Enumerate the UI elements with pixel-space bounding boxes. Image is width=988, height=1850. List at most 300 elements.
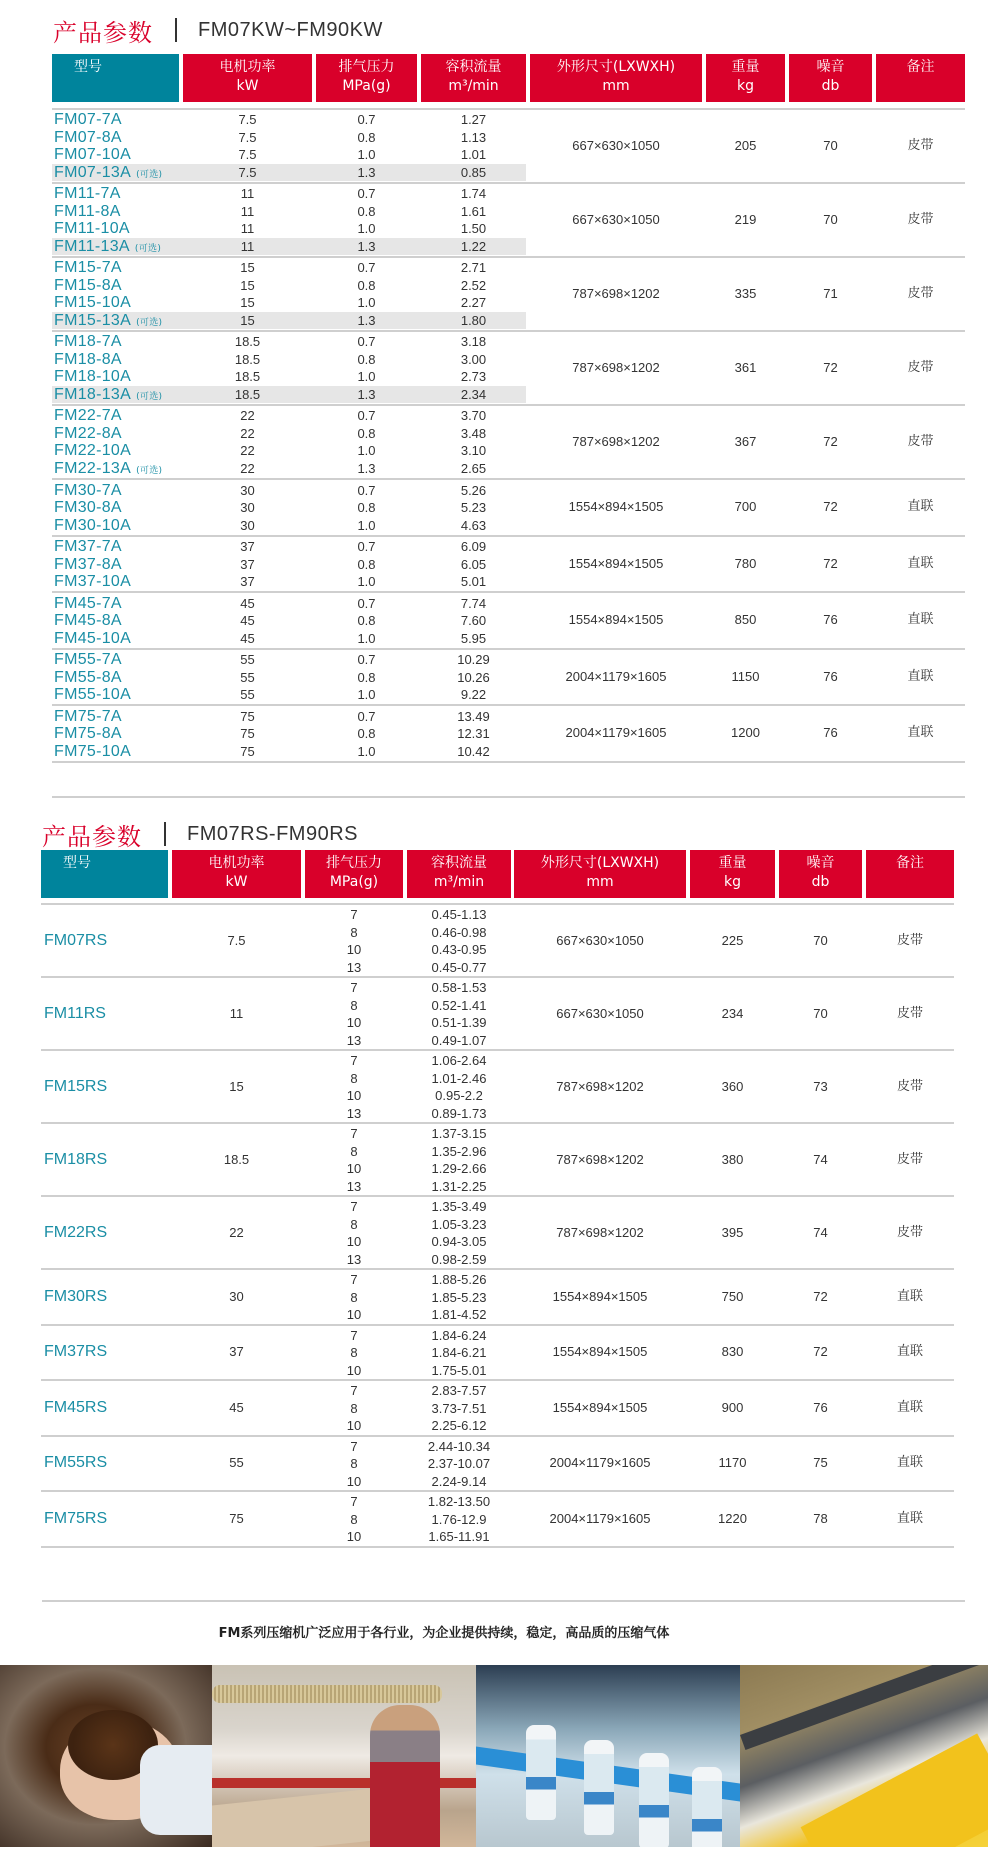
header-noise-unit: db: [811, 874, 830, 890]
pressure-value: 0.8: [357, 556, 376, 572]
table-row: [52, 351, 526, 369]
pressure-value: 7: [350, 1383, 358, 1398]
bottle-shape: [526, 1725, 556, 1820]
flow-range-value: 0.89-1.73: [431, 1105, 487, 1121]
header-notes: [876, 54, 965, 102]
flow-value: 5.95: [460, 630, 487, 646]
optional-tag: (可选): [136, 317, 163, 328]
flow-value: 1.61: [460, 203, 487, 219]
noise-value: 72: [813, 1288, 828, 1304]
power-value: 75: [240, 726, 255, 741]
flow-range-value: 0.46-0.98: [431, 924, 487, 940]
pressure-value: 0.7: [357, 112, 376, 127]
pressure-value: 7: [350, 1438, 358, 1454]
table-row: [52, 277, 526, 295]
header-pressure-label: 排气压力: [326, 855, 382, 871]
model-name: FM18RS: [44, 1150, 108, 1168]
power-value: 30: [229, 1288, 244, 1304]
model-code: FM55-7A: [54, 651, 122, 668]
pressure-value: 10: [346, 942, 362, 957]
model-name: [54, 220, 130, 238]
section2-model-range: FM07RS-FM90RS: [187, 822, 358, 845]
table-row: [52, 164, 526, 182]
model-name: [54, 612, 122, 630]
dimensions-value: 1554×894×1505: [568, 612, 664, 628]
dimensions-value: 787×698×1202: [556, 1078, 644, 1094]
table-row: [52, 259, 526, 277]
pressure-value: 7: [350, 1053, 358, 1068]
flow-range-value: 2.25-6.12: [431, 1418, 487, 1433]
model-name: [54, 146, 131, 164]
model-name: [54, 556, 122, 574]
pressure-value: 0.7: [357, 186, 376, 201]
flow-range-value: 1.35-3.49: [431, 1199, 487, 1214]
model-code: FM07-8A: [54, 128, 122, 146]
header-flow-unit: m³/min: [433, 874, 485, 890]
table-divider: [41, 1379, 954, 1381]
power-value: 18.5: [234, 369, 261, 384]
power-value: 75: [229, 1510, 244, 1526]
photo-coffee-beans: [0, 1665, 212, 1847]
pressure-value: 0.8: [357, 351, 376, 367]
note-value: 直联: [896, 1344, 923, 1360]
weight-value: 780: [734, 555, 757, 571]
header-noise-label: 噪音: [806, 855, 835, 871]
header-weight-label: 重量: [731, 59, 760, 75]
power-value: 37: [240, 539, 255, 554]
bottle-shape: [639, 1753, 669, 1847]
header-flow-unit: m³/min: [448, 78, 499, 94]
pressure-value: 0.7: [357, 482, 376, 498]
model-name: [54, 499, 122, 517]
noise-value: 70: [813, 932, 828, 948]
yellow-print-shape: [801, 1733, 988, 1847]
model-code: FM11-8A: [54, 202, 121, 220]
pressure-value: 10: [346, 1015, 362, 1030]
pressure-value: 13: [346, 1178, 362, 1194]
model-code: FM15-13A: [54, 311, 132, 329]
footer-caption: FM系列压缩机广泛应用于各行业，为企业提供持续，稳定，高品质的压缩气体: [218, 1626, 670, 1641]
table-row: [52, 312, 526, 330]
flow-value: 3.10: [460, 443, 487, 458]
flow-range-value: 1.88-5.26: [431, 1272, 487, 1287]
power-value: 22: [240, 425, 255, 441]
model-code: FM75-10A: [54, 742, 132, 760]
table-divider: [41, 1546, 954, 1548]
dimensions-value: 667×630×1050: [572, 138, 660, 153]
section1-title: [53, 14, 383, 46]
flow-value: 1.22: [460, 238, 487, 254]
flow-value: 5.01: [460, 574, 487, 589]
pressure-value: 0.7: [357, 260, 376, 275]
header-model: [52, 54, 179, 102]
power-value: 18.5: [234, 334, 261, 349]
model-name: [54, 595, 122, 613]
note-value: 皮带: [907, 286, 934, 301]
model-code: FM22-13A: [54, 459, 132, 477]
noise-value: 76: [823, 725, 838, 741]
dimensions-value: 1554×894×1505: [552, 1288, 648, 1304]
power-value: 37: [240, 556, 255, 572]
model-name: FM55RS: [44, 1454, 108, 1472]
weight-value: 1200: [731, 725, 760, 741]
flow-value: 2.52: [460, 277, 487, 293]
flow-value: 1.80: [460, 312, 487, 328]
model-code: FM18-7A: [54, 333, 122, 350]
table-row: [52, 185, 526, 203]
table-divider: [52, 182, 965, 184]
power-value: 45: [240, 595, 255, 611]
dimensions-value: 1554×894×1505: [568, 499, 664, 515]
header-power: [172, 850, 301, 898]
table-row: [52, 669, 526, 687]
flow-value: 3.70: [460, 408, 487, 423]
note-value: 皮带: [907, 212, 934, 227]
table-divider: [52, 108, 965, 110]
pressure-value: 10: [346, 1529, 362, 1544]
pressure-value: 1.0: [357, 221, 376, 236]
flow-value: 0.85: [460, 164, 487, 180]
model-name: [54, 203, 121, 221]
header-dimensions-unit: mm: [586, 874, 614, 890]
pressure-value: 1.3: [357, 312, 376, 328]
model-name: [54, 630, 131, 648]
table-row: [52, 146, 526, 164]
table-row: [52, 294, 526, 312]
model-code: FM30-7A: [54, 481, 122, 499]
table-divider: [41, 1324, 954, 1326]
model-code: FM18-8A: [54, 350, 122, 368]
noise-value: 70: [813, 1005, 828, 1021]
table-row: [52, 556, 526, 574]
pressure-value: 10: [346, 1307, 362, 1322]
pressure-value: 0.7: [357, 539, 376, 554]
model-name: FM75RS: [44, 1509, 108, 1527]
model-name: [54, 129, 122, 147]
dimensions-value: 667×630×1050: [572, 212, 660, 227]
flow-value: 2.71: [460, 260, 487, 275]
noise-value: 78: [813, 1510, 828, 1526]
flow-range-value: 1.76-12.9: [431, 1511, 487, 1527]
weight-value: 234: [721, 1005, 744, 1021]
table-row: [52, 442, 526, 460]
pressure-value: 8: [350, 1216, 358, 1232]
model-code: FM55-8A: [54, 668, 122, 686]
table-divider: [41, 1435, 954, 1437]
note-value: 皮带: [896, 1224, 923, 1240]
flow-value: 5.26: [460, 482, 487, 498]
power-value: 45: [240, 630, 255, 646]
pressure-value: 1.0: [357, 630, 376, 646]
power-value: 22: [240, 443, 255, 458]
noise-value: 74: [813, 1151, 828, 1167]
flow-range-value: 1.84-6.24: [431, 1327, 487, 1343]
noise-value: 76: [823, 668, 838, 684]
pressure-value: 8: [350, 1289, 358, 1305]
table-row: [52, 203, 526, 221]
header-pressure: [305, 850, 403, 898]
power-value: 30: [240, 500, 255, 515]
power-value: 15: [229, 1078, 244, 1094]
power-value: 11: [229, 1005, 244, 1021]
model-name: [54, 573, 131, 591]
power-value: 15: [240, 277, 255, 293]
header-model: [41, 850, 168, 898]
pressure-value: 7: [350, 1327, 358, 1343]
flow-value: 1.01: [460, 147, 487, 162]
dimensions-value: 1554×894×1505: [552, 1399, 648, 1415]
flow-value: 6.09: [460, 539, 487, 554]
pressure-value: 0.8: [357, 669, 376, 685]
model-code: FM11-13A: [54, 237, 130, 255]
model-name: FM45RS: [44, 1398, 108, 1416]
pressure-value: 0.8: [357, 726, 376, 741]
flow-value: 10.42: [457, 743, 490, 759]
model-name: [54, 259, 122, 277]
dimensions-value: 787×698×1202: [572, 434, 660, 449]
power-value: 11: [240, 186, 255, 201]
flow-value: 1.27: [460, 112, 487, 127]
model-code: FM22-8A: [54, 424, 122, 442]
noise-value: 72: [823, 499, 838, 515]
flow-value: 3.48: [460, 425, 487, 441]
flow-range-value: 0.98-2.59: [431, 1251, 487, 1267]
pressure-value: 0.8: [357, 425, 376, 441]
worker-shape: [370, 1705, 440, 1847]
pressure-value: 10: [346, 1473, 362, 1489]
pressure-value: 0.7: [357, 652, 376, 667]
weight-value: 750: [721, 1288, 744, 1304]
header-noise-label: 噪音: [816, 59, 845, 75]
duct-shape: [212, 1685, 442, 1703]
flow-value: 1.13: [460, 129, 487, 145]
noise-value: 73: [813, 1078, 828, 1094]
power-value: 55: [240, 652, 255, 667]
table-divider: [52, 256, 965, 258]
note-value: 直联: [896, 1455, 923, 1471]
power-value: 55: [240, 669, 255, 685]
model-name: FM15RS: [44, 1077, 108, 1095]
pressure-value: 0.7: [357, 334, 376, 349]
model-code: FM55-10A: [54, 686, 132, 703]
sleeve-shape: [140, 1745, 212, 1835]
header-notes-label: 备注: [906, 59, 935, 75]
flow-value: 10.26: [457, 669, 490, 685]
power-value: 22: [240, 460, 255, 476]
model-code: FM07-13A: [54, 163, 132, 181]
header-dimensions: [514, 850, 686, 898]
flow-range-value: 2.44-10.34: [427, 1438, 491, 1454]
note-value: 皮带: [907, 434, 934, 449]
header-pressure: [316, 54, 417, 102]
table-row: [52, 595, 526, 613]
flow-value: 12.31: [457, 726, 490, 741]
noise-value: 70: [823, 212, 838, 227]
model-name: [54, 651, 122, 669]
pressure-value: 8: [350, 1143, 358, 1159]
header-dimensions-label: 外形尺寸(LXWXH): [556, 59, 676, 75]
dimensions-value: 2004×1179×1605: [565, 725, 667, 741]
dimensions-value: 787×698×1202: [572, 360, 660, 375]
table-divider: [41, 903, 954, 905]
table-divider: [52, 761, 965, 763]
header-weight-label: 重量: [718, 855, 747, 871]
table-divider: [52, 330, 965, 332]
pressure-value: 10: [346, 1234, 362, 1249]
note-value: 直联: [896, 1510, 923, 1526]
power-value: 7.5: [227, 932, 246, 948]
model-name: [54, 294, 131, 312]
pressure-value: 0.7: [357, 408, 376, 423]
optional-tag: (可选): [136, 391, 163, 402]
power-value: 15: [240, 312, 255, 328]
header-power-label: 电机功率: [208, 855, 265, 871]
flow-range-value: 2.24-9.14: [431, 1473, 487, 1489]
model-code: FM18-13A: [54, 385, 132, 403]
power-value: 37: [229, 1344, 244, 1360]
flow-range-value: 0.58-1.53: [431, 980, 487, 995]
pressure-value: 1.0: [357, 443, 376, 458]
weight-value: 225: [721, 932, 744, 948]
header-power: [183, 54, 312, 102]
weight-value: 361: [734, 360, 757, 375]
power-value: 55: [240, 687, 255, 702]
pressure-value: 8: [350, 997, 358, 1013]
weight-value: 1170: [718, 1455, 747, 1471]
table-divider: [41, 1490, 954, 1492]
model-code: FM07-10A: [54, 146, 132, 163]
pressure-value: 8: [350, 1456, 358, 1471]
flow-range-value: 1.06-2.64: [431, 1053, 487, 1068]
power-value: 55: [229, 1455, 244, 1471]
pressure-value: 1.0: [357, 687, 376, 702]
power-value: 45: [229, 1399, 244, 1415]
pressure-value: 13: [346, 959, 362, 975]
flow-range-value: 1.85-5.23: [431, 1289, 487, 1305]
dimensions-value: 2004×1179×1605: [565, 668, 667, 684]
pressure-value: 7: [350, 1126, 358, 1141]
model-name: [54, 442, 131, 460]
bottle-shape: [692, 1767, 722, 1847]
photo-printing: [740, 1665, 988, 1847]
table-row: [52, 538, 526, 556]
header-flow-label: 容积流量: [445, 59, 502, 75]
flow-range-value: 1.75-5.01: [431, 1362, 487, 1378]
model-name: [54, 351, 122, 369]
weight-value: 700: [734, 499, 757, 515]
flow-range-value: 0.49-1.07: [431, 1032, 487, 1048]
dimensions-value: 787×698×1202: [556, 1224, 644, 1240]
note-value: 直联: [896, 1399, 923, 1415]
header-model-label: 型号: [63, 855, 91, 871]
printer-rail-shape: [740, 1665, 988, 1750]
model-name: [54, 482, 122, 500]
pressure-value: 7: [350, 980, 358, 995]
header-notes-label: 备注: [896, 855, 924, 871]
note-value: 皮带: [896, 1005, 923, 1021]
header-pressure-unit: MPa(g): [342, 78, 391, 94]
model-code: FM75-8A: [54, 725, 122, 742]
table-row: [52, 129, 526, 147]
flow-range-value: 1.31-2.25: [431, 1178, 487, 1194]
pressure-value: 0.8: [357, 613, 376, 628]
model-name: [54, 725, 122, 743]
model-code: FM45-8A: [54, 612, 122, 629]
table-row: [52, 386, 526, 404]
table-row: [52, 333, 526, 351]
flow-value: 7.60: [460, 613, 487, 628]
noise-value: 75: [813, 1455, 828, 1471]
pressure-value: 1.3: [357, 460, 376, 476]
header-dimensions-label: 外形尺寸(LXWXH): [540, 855, 660, 871]
header-dimensions: [530, 54, 702, 102]
pressure-value: 8: [350, 1345, 358, 1360]
flow-range-value: 1.29-2.66: [431, 1161, 487, 1176]
footer-divider: [42, 1600, 965, 1602]
model-name: [54, 386, 162, 407]
dimensions-value: 667×630×1050: [556, 1005, 644, 1021]
flow-value: 2.34: [460, 386, 487, 402]
model-name: [54, 743, 131, 761]
model-code: FM11-7A: [54, 185, 121, 202]
flow-range-value: 1.84-6.21: [431, 1345, 487, 1360]
header-power-unit: kW: [236, 78, 259, 94]
flow-value: 3.18: [460, 334, 487, 349]
table-row: [52, 612, 526, 630]
table-row: [52, 651, 526, 669]
optional-tag: (可选): [136, 465, 163, 476]
power-value: 15: [240, 295, 255, 310]
weight-value: 360: [721, 1078, 744, 1094]
flow-range-value: 1.82-13.50: [427, 1494, 491, 1509]
table-divider: [52, 535, 965, 537]
pressure-value: 1.0: [357, 295, 376, 310]
pressure-value: 1.3: [357, 238, 376, 254]
optional-tag: (可选): [134, 243, 162, 254]
model-code: FM30-10A: [54, 516, 132, 534]
flow-range-value: 1.35-2.96: [431, 1143, 487, 1159]
power-value: 15: [240, 260, 255, 275]
pressure-value: 1.0: [357, 517, 376, 533]
power-value: 30: [240, 517, 255, 533]
power-value: 11: [240, 238, 255, 254]
weight-value: 395: [721, 1224, 744, 1240]
section2-title-label: 产品参数: [42, 822, 142, 851]
flow-value: 1.74: [460, 186, 487, 201]
power-value: 22: [229, 1224, 244, 1240]
note-value: 直联: [907, 612, 934, 628]
pressure-value: 8: [350, 924, 358, 940]
model-code: FM37-8A: [54, 555, 122, 573]
power-value: 18.5: [234, 351, 261, 367]
pressure-value: 13: [346, 1251, 362, 1267]
table-divider: [52, 591, 965, 593]
noise-value: 72: [823, 360, 838, 375]
model-name: FM37RS: [44, 1343, 108, 1361]
model-code: FM45-10A: [54, 629, 132, 647]
model-code: FM30-8A: [54, 499, 122, 516]
flow-value: 2.65: [460, 460, 487, 476]
model-name: FM22RS: [44, 1223, 108, 1241]
section2-title: [42, 818, 358, 850]
power-value: 7.5: [238, 129, 257, 145]
model-name: [54, 368, 131, 386]
note-value: 皮带: [896, 1151, 923, 1167]
flow-value: 5.23: [460, 500, 487, 515]
model-name: [54, 517, 131, 535]
photo-woodworking: [212, 1665, 476, 1847]
table-divider: [52, 478, 965, 480]
